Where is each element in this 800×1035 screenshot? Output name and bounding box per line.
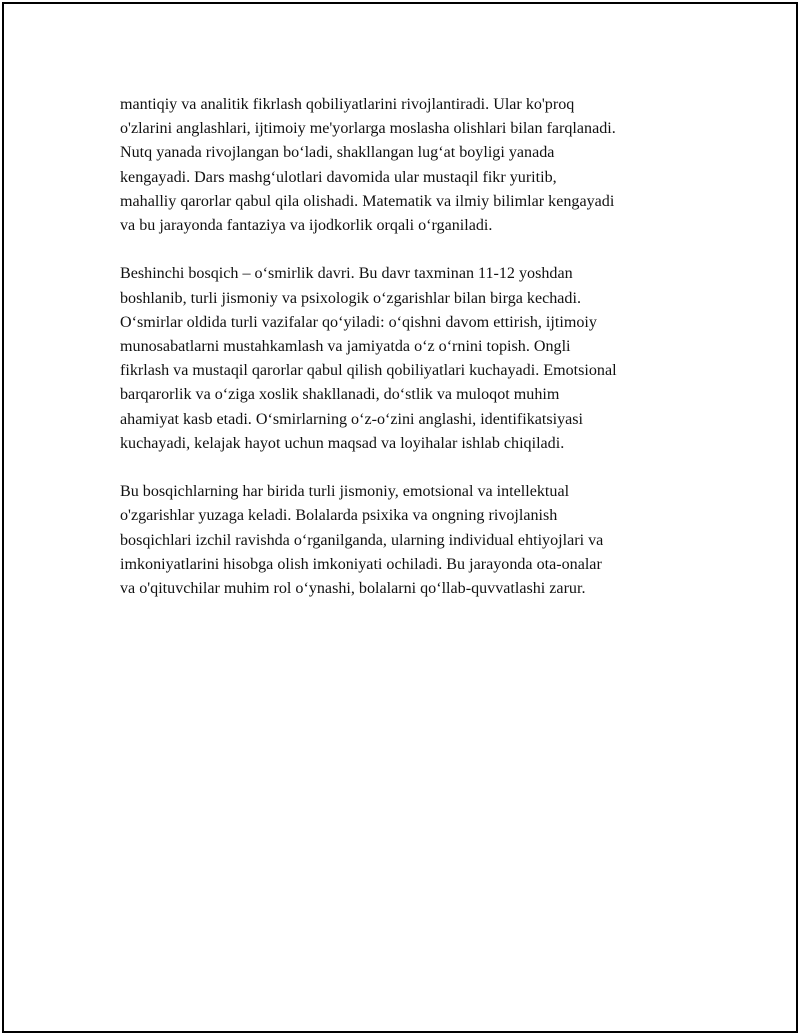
text-line: o'zlarini anglashlari, ijtimoiy me'yorlarga moslasha olishlari bilan farqlanadi. [120,120,616,138]
paragraph-1 [120,93,692,238]
text-line: fikrlash va mustaqil qarorlar qabul qilish qobiliyatlari kuchayadi. Emotsional [120,362,617,380]
text-line: ahamiyat kasb etadi. O‘smirlarning o‘z-o‘zini anglashi, identifikatsiyasi [120,410,584,428]
text-line: Bu bosqichlarning har birida turli jismoniy, emotsional va intellektual [120,483,570,501]
text-line: mantiqiy va analitik fikrlash qobiliyatlarini rivojlantiradi. Ular ko'proq [120,96,575,113]
text-line: bosqichlari izchil ravishda o‘rganilganda, ularning individual ehtiyojlari va [120,531,604,549]
paragraph-2 [120,262,692,456]
text-line: o'zgarishlar yuzaga keladi. Bolalarda psixika va ongning rivojlanish [120,507,558,525]
text-line: Beshinchi bosqich – o‘smirlik davri. Bu davr taxminan 11-12 yoshdan [120,265,573,283]
text-line: Nutq yanada rivojlangan bo‘ladi, shakllangan lug‘at boyligi yanada [120,144,555,162]
text-line: kengayadi. Dars mashg‘ulotlari davomida ular mustaqil fikr yuritib, [120,168,557,186]
text-line: barqarorlik va o‘ziga xoslik shakllanadi, do‘stlik va muloqot muhim [120,386,560,404]
text-line: va bu jarayonda fantaziya va ijodkorlik orqali o‘rganiladi. [120,217,493,235]
paragraph-3 [120,480,692,601]
document-page [2,2,798,1033]
text-line: kuchayadi, kelajak hayot uchun maqsad va loyihalar ishlab chiqiladi. [120,434,565,452]
text-line: O‘smirlar oldida turli vazifalar qo‘yiladi: o‘qishni davom ettirish, ijtimoiy [120,313,597,331]
text-line: boshlanib, turli jismoniy va psixologik o‘zgarishlar bilan birga kechadi. [120,289,581,307]
text-line: va o'qituvchilar muhim rol o‘ynashi, bolalarni qo‘llab-quvvatlashi zarur. [120,580,586,598]
document-body [120,93,692,625]
text-line: munosabatlarni mustahkamlash va jamiyatda o‘z o‘rnini topish. Ongli [120,338,571,356]
text-line: imkoniyatlarini hisobga olish imkoniyati ochiladi. Bu jarayonda ota-onalar [120,555,602,573]
text-line: mahalliy qarorlar qabul qila olishadi. Matematik va ilmiy bilimlar kengayadi [120,192,615,210]
